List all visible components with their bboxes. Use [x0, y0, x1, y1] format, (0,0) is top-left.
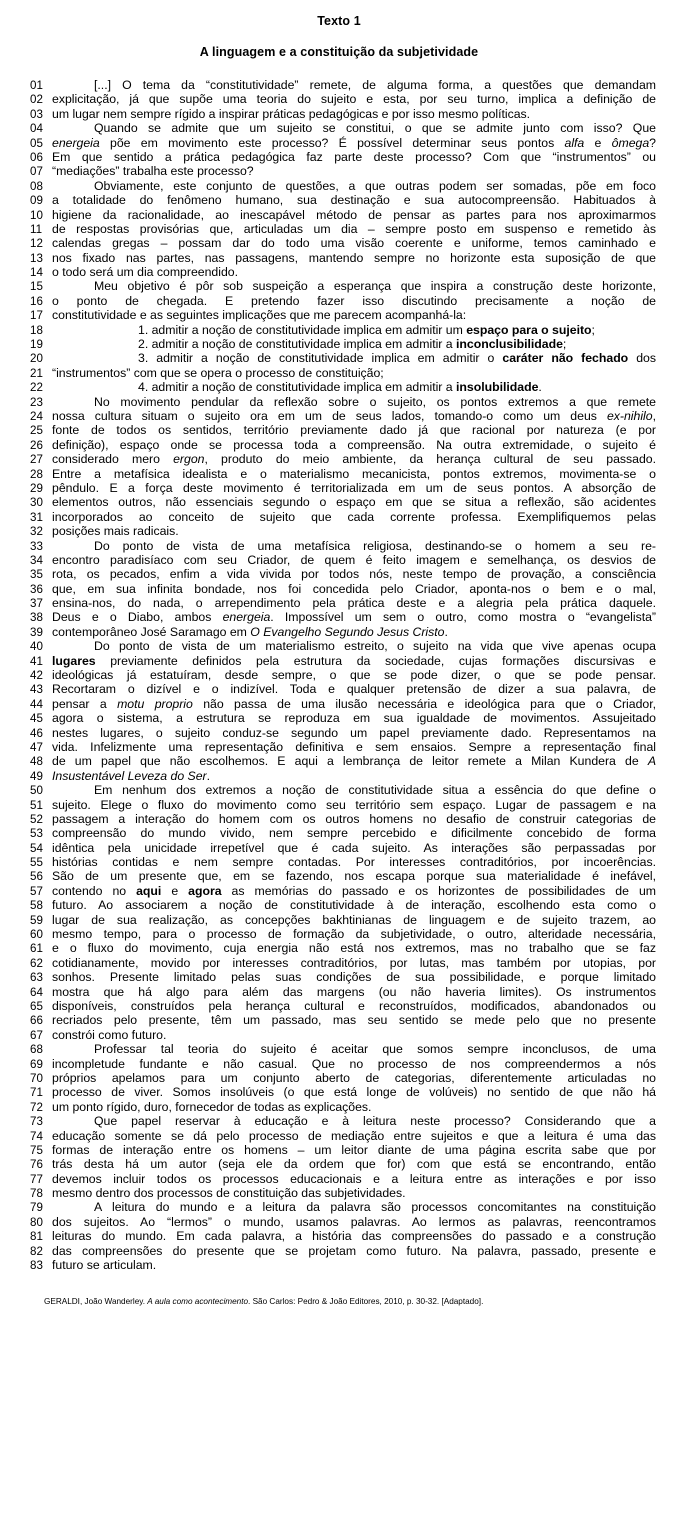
line-number: 59: [30, 913, 43, 927]
citation-author: GERALDI, João Wanderley.: [44, 1297, 148, 1307]
line-content: ideológicas já estatuíram, desde sempre, o que se pode dizer, o que se pode pensar.: [52, 668, 656, 683]
text-line: [22, 1244, 656, 1258]
line-number: 58: [30, 899, 43, 913]
text-line: [22, 970, 656, 984]
line-content: histórias contidas e nem sempre contadas. Por interesses contraditórios, por incoerências.: [52, 855, 656, 870]
line-content: das compreensões do presente que se projetam como futuro. Na palavra, passado, presente e: [52, 1243, 656, 1258]
line-content: Do ponto de vista de um materialismo estreito, o sujeito na vida que vive apenas ocupa: [94, 639, 656, 654]
text-line: [22, 783, 656, 797]
text-line: [22, 553, 656, 567]
line-number: 73: [30, 1115, 43, 1129]
line-content: posições mais radicais.: [52, 524, 179, 539]
text-line: [22, 1042, 656, 1056]
line-content: contendo no aqui e agora as memórias do passado e os horizontes de possibilidades de um: [52, 883, 656, 898]
line-number: 63: [30, 971, 43, 985]
line-number: 28: [30, 467, 43, 481]
numbered-text-body: [22, 78, 656, 1272]
text-line: [22, 711, 656, 725]
line-content: Entre a metafísica idealista e o materialismo mecanicista, pontos extremos, movimenta-se o: [52, 466, 656, 481]
text-line: [22, 985, 656, 999]
line-content: próprios apelamos para um conjunto aberto de categorias, diferentemente articuladas no: [52, 1070, 656, 1085]
text-line: [22, 697, 656, 711]
text-line: [22, 855, 656, 869]
text-line: [22, 726, 656, 740]
line-content: leituras do mundo. Em cada palavra, a história das compreensões do passado e a construção: [52, 1229, 656, 1244]
line-number: 75: [30, 1143, 43, 1157]
text-line: [22, 1157, 656, 1171]
line-content: a totalidade do fenômeno humano, sua destinação e sua autocompreensão. Habituados à: [52, 193, 656, 208]
line-number: 36: [30, 582, 43, 596]
text-line: [22, 308, 656, 322]
line-content: constitutividade e as seguintes implicações que me parecem acompanhá-la:: [52, 308, 467, 323]
text-line: [22, 136, 656, 150]
text-line: [22, 208, 656, 222]
page-subtitle: A linguagem e a constituição da subjetividade: [199, 45, 479, 59]
line-number: 22: [30, 381, 43, 395]
line-number: 54: [30, 841, 43, 855]
line-content: Insustentável Leveza do Ser.: [52, 768, 211, 783]
line-number: 06: [30, 150, 43, 164]
line-content: incompletude fundante e não casual. Que no processo de nos compreendermos a nós: [52, 1056, 656, 1071]
line-number: 50: [30, 784, 43, 798]
line-number: 42: [30, 669, 43, 683]
text-line: [22, 495, 656, 509]
text-line: [22, 265, 656, 279]
text-line: [22, 610, 656, 624]
line-content: incorporados ao conceito de sujeito que cada corrente professa. Exemplifiquemos pelas: [52, 509, 656, 524]
text-line: [22, 366, 656, 380]
line-number: 77: [30, 1172, 43, 1186]
line-content: sujeito. Elege o fluxo do movimento como seu território sem espaço. Lugar de passagem e na: [52, 797, 656, 812]
text-line: [22, 596, 656, 610]
line-content: Deus e o Diabo, ambos energeia. Impossível um sem o outro, como mostra o “evangelista”: [52, 610, 656, 625]
text-line: [22, 121, 656, 135]
line-number: 19: [30, 338, 43, 352]
text-line: [22, 294, 656, 308]
line-number: 65: [30, 1000, 43, 1013]
line-content: contemporâneo José Saramago em O Evangelho Segundo Jesus Cristo.: [52, 624, 448, 639]
text-line: [22, 409, 656, 423]
line-content: mostra que há algo para além das margens (ou não haveria limites). Os instrumentos: [52, 984, 656, 999]
line-content: formas de interação entre os homens – um leitor diante de uma página escrita sabe que por: [52, 1142, 656, 1157]
line-number: 23: [30, 395, 43, 409]
line-content: lugares previamente definidos pela estrutura da sociedade, cujas formações discursivas e: [52, 653, 656, 668]
line-content: Em nenhum dos extremos a noção de constitutividade situa a essência do que define o: [94, 783, 656, 798]
text-line: [22, 798, 656, 812]
line-content: trás desta há um autor (seja ele da ordem que for) com que está se encontrando, então: [52, 1157, 656, 1172]
line-content: nos fixado nas partes, nas passagens, mantendo sempre no horizonte esta suposição de que: [52, 250, 656, 265]
line-number: 13: [30, 251, 43, 265]
text-line: [22, 1100, 656, 1114]
line-number: 30: [30, 496, 43, 510]
text-line: [22, 567, 656, 581]
line-number: 55: [30, 856, 43, 870]
line-content: fonte de todos os sentidos, território previamente dado já que racional por natureza (e por: [52, 423, 656, 438]
line-number: 26: [30, 438, 43, 452]
line-number: 78: [30, 1187, 43, 1201]
text-line: [22, 941, 656, 955]
line-number: 51: [30, 798, 43, 812]
line-content: Que papel reservar à educação e à leitura neste processo? Considerando que a: [94, 1114, 656, 1129]
line-content: constrói como futuro.: [52, 1027, 167, 1042]
line-number: 25: [30, 424, 43, 438]
text-line: [22, 524, 656, 538]
text-line: [22, 351, 656, 365]
line-number: 24: [30, 409, 43, 423]
text-line: [22, 150, 656, 164]
line-number: 40: [30, 640, 43, 654]
line-number: 27: [30, 453, 43, 467]
line-content: cotidianamente, movido por interesses contraditórios, por lutas, mas também por utopias, por: [52, 955, 656, 970]
text-line: [22, 193, 656, 207]
line-number: 39: [30, 625, 43, 639]
text-line: [22, 107, 656, 121]
line-number: 07: [30, 165, 43, 179]
line-number: 61: [30, 942, 43, 956]
line-number: 09: [30, 194, 43, 208]
text-line: [22, 1085, 656, 1099]
line-content: calendas gregas – possam dar do todo uma visão coerente e uniforme, temos caminhado e: [52, 236, 656, 251]
line-content: A leitura do mundo e a leitura da palavra são processos concomitantes na constituição: [94, 1200, 656, 1215]
line-content: Recortaram o dizível e o indizível. Toda e qualquer pretensão de dizer a sua palavra, de: [52, 682, 656, 697]
line-number: 49: [30, 769, 43, 783]
line-number: 10: [30, 208, 43, 222]
line-number: 79: [30, 1201, 43, 1215]
text-line: [22, 927, 656, 941]
line-number: 05: [30, 136, 43, 150]
text-line: [22, 510, 656, 524]
line-content: um lugar nem sempre rígido a inspirar práticas pedagógicas e por isso mesmo políticas.: [52, 106, 531, 121]
line-number: 38: [30, 611, 43, 625]
line-content: futuro. Ao associarem a noção de constitutividade à de interação, escolhendo esta como o: [52, 898, 656, 913]
line-content: elementos outros, não essenciais segundo o espaço em que se situa a reflexão, são acidentes: [52, 495, 656, 510]
line-number: 71: [30, 1086, 43, 1100]
line-number: 46: [30, 726, 43, 740]
text-line: [22, 1215, 656, 1229]
line-number: 21: [30, 366, 43, 380]
line-number: 53: [30, 827, 43, 841]
text-line: [22, 1013, 656, 1027]
line-number: 67: [30, 1028, 43, 1042]
line-number: 47: [30, 740, 43, 754]
line-number: 35: [30, 568, 43, 582]
line-content: de respostas provisórias que, articuladas um dia – sempre posto em suspenso e remetido às: [52, 221, 656, 236]
line-content: higiene da racionalidade, ao inescapável método de pensar as partes para nos aproximarmos: [52, 207, 656, 222]
text-line: [22, 1028, 656, 1042]
text-line: [22, 740, 656, 754]
text-line: [22, 467, 656, 481]
page-title: Texto 1: [317, 14, 361, 28]
text-line: [22, 1258, 656, 1272]
line-content: definição), espaço onde se processa toda a compreensão. Na outra extremidade, o sujeito é: [52, 437, 656, 452]
line-number: 03: [30, 107, 43, 121]
line-content: futuro se articulam.: [52, 1258, 157, 1273]
line-number: 48: [30, 755, 43, 769]
text-line: [22, 179, 656, 193]
text-line: [22, 481, 656, 495]
line-content: encontro paradisíaco com seu Criador, de quem é feito imagem e semelhança, os desvios de: [52, 552, 656, 567]
line-number: 74: [30, 1129, 43, 1143]
line-content: pêndulo. E a força deste movimento é territorializada em um de seus pontos. A absorção de: [52, 480, 656, 495]
text-line: [22, 898, 656, 912]
line-content: mesmo dentro dos processos de constituição das subjetividades.: [52, 1186, 406, 1201]
line-number: 17: [30, 309, 43, 323]
line-content: o todo será um dia compreendido.: [52, 265, 238, 280]
text-line: [22, 884, 656, 898]
line-content: rota, os pecados, enfim a vida vivida por todos nós, neste tempo de provação, a consciência: [52, 567, 656, 582]
line-content: Meu objetivo é pôr sob suspeição a esperança que inspira a construção deste horizonte,: [94, 279, 656, 294]
line-number: 62: [30, 956, 43, 970]
line-content: o ponto de chegada. E pretendo fazer isso discutindo precisamente a noção de: [52, 293, 656, 308]
line-content: 1. admitir a noção de constitutividade implica em admitir um espaço para o sujeito;: [138, 322, 595, 337]
text-line: [22, 1229, 656, 1243]
line-number: 32: [30, 525, 43, 539]
line-content: agora o sistema, a estrutura se reproduza em sua igualdade de movimentos. Assujeitado: [52, 711, 656, 726]
text-line: [22, 826, 656, 840]
text-line: [22, 1143, 656, 1157]
text-line: [22, 956, 656, 970]
line-content: pensar a motu proprio não passa de uma ilusão necessária e ideológica para que o Criador,: [52, 696, 656, 711]
line-number: 57: [30, 884, 43, 898]
line-number: 08: [30, 179, 43, 193]
line-number: 12: [30, 237, 43, 251]
line-number: 44: [30, 697, 43, 711]
text-line: [22, 913, 656, 927]
text-line: [22, 1057, 656, 1071]
line-number: 70: [30, 1071, 43, 1085]
line-content: passagem a interação do homem com os outros homens no desafio de construir categorias de: [52, 811, 656, 826]
text-line: [22, 1114, 656, 1128]
text-line: [22, 380, 656, 394]
line-number: 18: [30, 323, 43, 337]
line-content: Professar tal teoria do sujeito é aceitar que somos sempre inconclusos, de uma: [94, 1042, 656, 1057]
source-citation: [22, 1296, 656, 1307]
line-number: 45: [30, 712, 43, 726]
text-line: [22, 323, 656, 337]
line-content: devemos incluir todos os processos educacionais e a leitura entre as interações e por isso: [52, 1171, 656, 1186]
line-content: compreensão do mundo vivido, nem sempre percebido e dificilmente concebido de forma: [52, 826, 656, 841]
line-content: processo de viver. Somos insolúveis (o que está longe de volúveis) no sentido de que não há: [52, 1085, 656, 1100]
text-line: [22, 668, 656, 682]
text-line: [22, 769, 656, 783]
line-content: Quando se admite que um sujeito se constitui, o que se admite junto com isso? Que: [94, 121, 656, 136]
line-number: 82: [30, 1244, 43, 1258]
line-content: um ponto rígido, duro, fornecedor de todas as explicações.: [52, 1099, 372, 1114]
text-line: [22, 395, 656, 409]
line-number: 41: [30, 654, 43, 668]
text-line: [22, 236, 656, 250]
line-number: 52: [30, 812, 43, 826]
text-line: [22, 639, 656, 653]
text-line: [22, 754, 656, 768]
text-line: [22, 999, 656, 1013]
line-content: energeia põe em movimento este processo? É possível determinar seus pontos alfa e ômega?: [52, 135, 656, 150]
text-line: [22, 625, 656, 639]
text-line: [22, 1186, 656, 1200]
line-content: “mediações” trabalha este processo?: [52, 164, 254, 179]
line-content: Obviamente, este conjunto de questões, a que outras podem ser somadas, põe em foco: [94, 178, 656, 193]
line-content: Em que sentido a prática pedagógica faz parte deste processo? Com que “instrumentos” ou: [52, 149, 656, 164]
line-number: 31: [30, 510, 43, 524]
line-content: que, em sua infinita bondade, nos foi concedida pelo Criador, aponta-nos o bem e o mal,: [52, 581, 656, 596]
citation-work-title: A aula como acontecimento: [147, 1297, 249, 1307]
citation-details: . São Carlos: Pedro & João Editores, 2010, p. 30-32. [Adaptado].: [248, 1297, 484, 1307]
line-content: nossa cultura situam o sujeito ora em um de seus lados, tomando-o como um deus ex-nihilo,: [52, 408, 656, 423]
line-content: mesmo tempo, para o processo de formação da subjetividade, o outro, alteridade necessária,: [52, 927, 656, 942]
text-line: [22, 78, 656, 92]
line-number: 37: [30, 597, 43, 611]
line-content: sonhos. Presente limitado pelas suas condições de sua possibilidade, e porque limitado: [52, 970, 656, 985]
line-number: 14: [30, 266, 43, 280]
line-number: 20: [30, 352, 43, 366]
line-content: explicitação, já que supõe uma teoria do sujeito e esta, por seu turno, implica a definição de: [52, 92, 656, 107]
line-number: 04: [30, 122, 43, 136]
text-line: [22, 337, 656, 351]
line-number: 16: [30, 294, 43, 308]
line-number: 02: [30, 93, 43, 107]
text-line: [22, 92, 656, 106]
text-line: [22, 438, 656, 452]
line-content: recriados pelo presente, têm um passado, mas seu sentido se mede pelo que no presente: [52, 1013, 656, 1028]
line-number: 15: [30, 280, 43, 294]
line-content: No movimento pendular da reflexão sobre o sujeito, os pontos extremos a que remete: [94, 394, 656, 409]
line-content: “instrumentos” com que se opera o processo de constituição;: [52, 365, 384, 380]
text-line: [22, 654, 656, 668]
line-content: ensina-nos, do nada, o arrependimento pela prática deste e a alegria pela prática daquele.: [52, 596, 656, 611]
line-content: lugar de sua realização, as concepções bakhtinianas de linguagem e de sujeito trazem, ao: [52, 912, 656, 927]
line-number: 01: [30, 79, 43, 92]
line-content: 3. admitir a noção de constitutividade implica em admitir o caráter não fechado dos: [138, 351, 656, 366]
line-number: 11: [30, 222, 43, 236]
text-line: [22, 222, 656, 236]
line-number: 76: [30, 1158, 43, 1172]
text-line: [22, 452, 656, 466]
line-content: de um papel que não escolhemos. E aqui a lembrança de leitor remete a Milan Kundera de A: [52, 754, 656, 769]
line-content: 4. admitir a noção de constitutividade implica em admitir a insolubilidade.: [138, 380, 542, 395]
line-number: 33: [30, 539, 43, 553]
line-number: 66: [30, 1014, 43, 1028]
line-content: e o fluxo do movimento, cuja energia não está nos extremos, mas no trabalho que se faz: [52, 941, 656, 956]
text-line: [22, 1129, 656, 1143]
line-number: 56: [30, 870, 43, 884]
line-number: 29: [30, 481, 43, 495]
text-line: [22, 682, 656, 696]
line-content: nestes lugares, o sujeito conduz-se segundo um papel previamente dado. Representamos na: [52, 725, 656, 740]
text-line: [22, 1172, 656, 1186]
text-line: [22, 812, 656, 826]
text-line: [22, 164, 656, 178]
text-line: [22, 251, 656, 265]
line-content: considerado mero ergon, produto do meio ambiente, da herança cultural de seu passado.: [52, 452, 656, 467]
line-number: 80: [30, 1215, 43, 1229]
line-content: educação somente se dá pelo processo de mediação entre sujeitos e que a leitura é uma das: [52, 1128, 656, 1143]
text-line: [22, 841, 656, 855]
line-number: 69: [30, 1057, 43, 1071]
text-line: [22, 582, 656, 596]
line-number: 43: [30, 683, 43, 697]
line-number: 34: [30, 553, 43, 567]
text-line: [22, 1200, 656, 1214]
line-content: vida. Infelizmente uma representação definitiva e sem ensaios. Sempre a representação final: [52, 739, 656, 754]
text-line: [22, 869, 656, 883]
line-content: [...] O tema da “constitutividade” remete, de alguma forma, a questões que demandam: [94, 78, 656, 92]
line-content: disponíveis, construídos pela herança cultural e reconstruídos, modificados, abandonados ou: [52, 999, 656, 1013]
line-content: dos sujeitos. Ao “lermos” o mundo, usamos palavras. Ao lermos as palavras, reencontramos: [52, 1214, 656, 1229]
line-content: São de um presente que, em se fazendo, nos escapa porque sua materialidade é inefável,: [52, 869, 656, 884]
line-number: 72: [30, 1100, 43, 1114]
text-line: [22, 279, 656, 293]
text-line: [22, 539, 656, 553]
line-number: 83: [30, 1259, 43, 1273]
line-content: 2. admitir a noção de constitutividade implica em admitir a inconclusibilidade;: [138, 337, 567, 352]
text-line: [22, 423, 656, 437]
line-number: 64: [30, 985, 43, 999]
line-content: Do ponto de vista de uma metafísica religiosa, destinando-se o homem a seu re-: [94, 538, 656, 553]
text-line: [22, 1071, 656, 1085]
line-content: idêntica pela unicidade irrepetível que é cada sujeito. As interações são perpassadas por: [52, 840, 656, 855]
line-number: 68: [30, 1043, 43, 1057]
line-number: 60: [30, 928, 43, 942]
line-number: 81: [30, 1230, 43, 1244]
